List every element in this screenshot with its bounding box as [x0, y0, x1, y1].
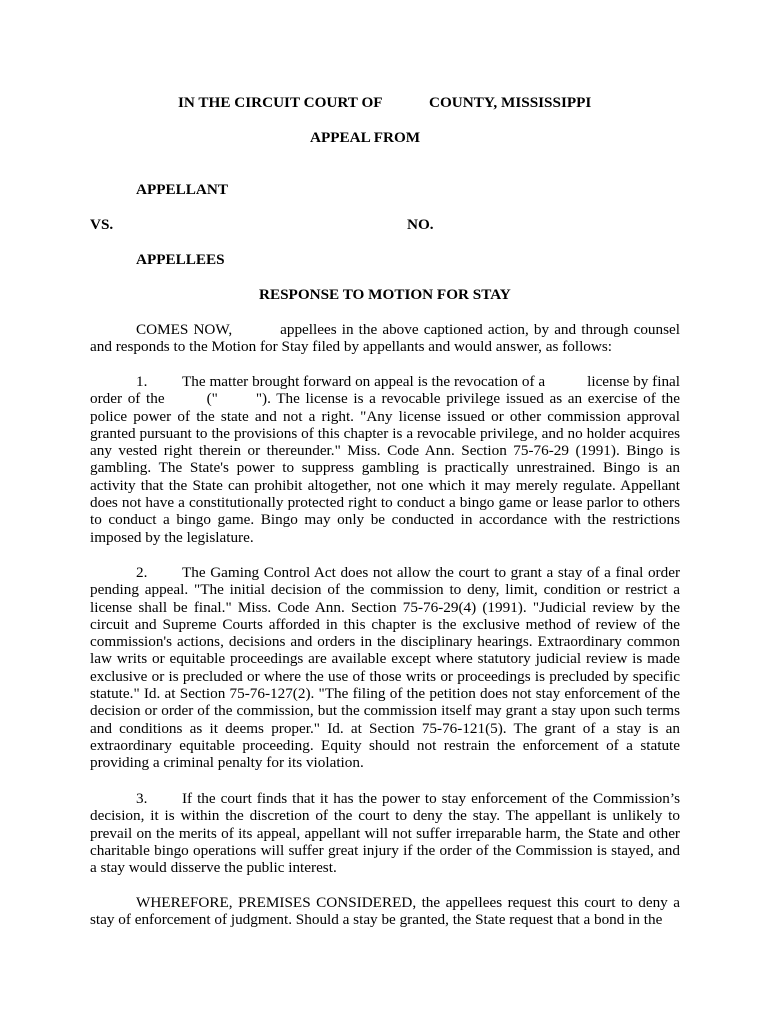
appellant-label: APPELLANT [136, 181, 228, 198]
paragraph-2 [90, 564, 680, 772]
paragraph-1-text-part4: "). The license is a revocable privilege issued as an exercise of the police power of the state and not a right. "Any license issued or other commission approval granted pursuant to the provisions of this chapter is a revocable privilege, and no holder acquires any vested right therein or thereunder." Miss. Code Ann. Section 75-76-29 (1991). Bingo is gambling. The State's power to suppress gambling is practically unrestrained. Bingo is an activity that the State can prohibit altogether, not one which it may merely regulate. Appellant does not have a constitutionally protected right to conduct a bingo game or lease parlor to others to conduct a bingo game. Bingo may only be conducted in accordance with the restrictions imposed by the legislature. [90, 390, 680, 546]
paragraph-2-text: The Gaming Control Act does not allow the court to grant a stay of a final order pending appeal. "The initial decision of the commission to deny, limit, condition or restrict a license shall be final." Miss. Code Ann. Section 75-76-29(4) (1991). "Judicial review by the circuit and Supreme Courts afforded in this chapter is the exclusive method of review of the commission's actions, decisions and orders in the disciplinary hearings. Extraordinary common law writs or equitable proceedings are available except where statutory judicial review is made exclusive or is precluded or where the use of those writs or proceedings is precluded by specific statute." Id. at Section 75-76-127(2). "The filing of the petition does not stay enforcement of the decision or order of the commission, but the commission itself may grant a stay upon such terms and conditions as it deems proper." Id. at Section 75-76-121(5). The grant of a stay is an extraordinary equitable proceeding. Equity should not restrain the enforcement of a statute providing a criminal penalty for its violation. [90, 564, 680, 772]
intro-text-part2: appellees in the above captioned action, by and through counsel and responds to the Motion for Stay filed by appellants and would answer, as follows: [90, 321, 680, 356]
paragraph-3-number: 3. [136, 790, 148, 807]
paragraph-1-number: 1. [136, 373, 148, 390]
document-title: RESPONSE TO MOTION FOR STAY [259, 286, 511, 303]
paragraph-2-number: 2. [136, 564, 148, 581]
wherefore-paragraph [90, 894, 680, 929]
intro-paragraph [90, 321, 680, 356]
vs-label: VS. [90, 216, 114, 233]
paragraph-1 [90, 373, 680, 546]
paragraph-3 [90, 790, 680, 876]
appeal-from-line: APPEAL FROM [310, 129, 421, 146]
paragraph-1-text-part1: The matter brought forward on appeal is the revocation of a [182, 373, 546, 390]
paragraph-1-text-part2: license by final order of the [90, 373, 680, 408]
intro-text-part1: COMES NOW, [136, 321, 233, 338]
court-line-right: COUNTY, MISSISSIPPI [429, 94, 592, 111]
paragraph-3-text: If the court finds that it has the power to stay enforcement of the Commission’s decision, it is within the discretion of the court to deny the stay. The appellant is unlikely to prevail on the merits of its appeal, appellant will not suffer irreparable harm, the State and other charitable bingo operations will suffer great injury if the order of the Commission is stayed, and a stay would disserve the public interest. [90, 790, 680, 877]
appellees-label: APPELLEES [136, 251, 225, 268]
paragraph-1-text-part3: (" [206, 390, 218, 408]
court-line-left: IN THE CIRCUIT COURT OF [178, 94, 383, 111]
case-number-label: NO. [407, 216, 434, 233]
wherefore-text: WHEREFORE, PREMISES CONSIDERED, the appellees request this court to deny a stay of enforcement of judgment. Should a stay be granted, the State request that a bond in the [90, 894, 680, 929]
